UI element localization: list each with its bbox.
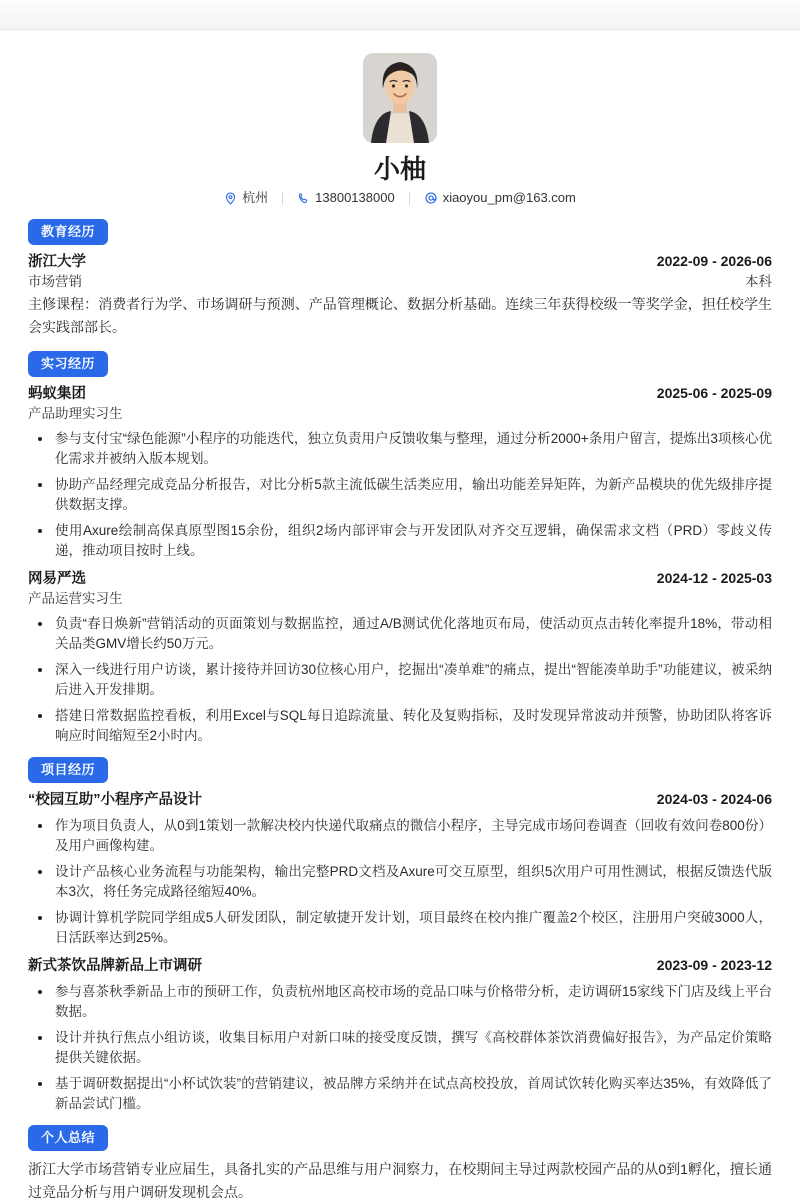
- phone-icon: [297, 192, 310, 205]
- email-text: xiaoyou_pm@163.com: [442, 190, 576, 205]
- email-icon: [424, 191, 438, 205]
- bullet-item: 深入一线进行用户访谈，累计接待并回访30位核心用户，挖掘出“凑单难”的痛点，提出“智能凑单助手”功能建议，被采纳后进入开发排期。: [28, 660, 772, 699]
- bullet-item: 负责“春日焕新”营销活动的页面策划与数据监控，通过A/B测试优化落地页布局，使活动页点击转化率提升18%，带动相关品类GMV增长约50万元。: [28, 614, 772, 653]
- section-badge-education: 教育经历: [28, 219, 108, 245]
- contact-location: [224, 189, 268, 207]
- internship-date: 2025-06 - 2025-09: [656, 385, 772, 401]
- section-internships: [28, 351, 772, 745]
- section-badge-summary: 个人总结: [28, 1125, 108, 1151]
- education-major: 市场营销: [28, 274, 82, 289]
- education-description: 主修课程：消费者行为学、市场调研与预测、产品管理概论、数据分析基础。连续三年获得校级一等奖学金，担任校学生会实践部部长。: [28, 296, 772, 335]
- avatar-illustration: [363, 53, 437, 143]
- company-name: 网易严选: [28, 571, 86, 587]
- project-entry: [28, 790, 772, 947]
- section-education: [28, 219, 772, 339]
- contact-divider: [282, 192, 283, 205]
- section-badge-projects: 项目经历: [28, 757, 108, 783]
- contact-phone: [297, 189, 395, 207]
- internship-date: 2024-12 - 2025-03: [656, 570, 772, 586]
- resume-header: [28, 30, 772, 207]
- internship-entry: [28, 384, 772, 560]
- summary-text: 浙江大学市场营销专业应届生，具备扎实的产品思维与用户洞察力，在校期间主导过两款校园产品的从0到1孵化，擅长通过竞品分析与用户调研发现机会点。: [28, 1161, 772, 1200]
- section-badge-internships: 实习经历: [28, 351, 108, 377]
- education-degree: 本科: [745, 274, 772, 289]
- section-summary: [28, 1125, 772, 1204]
- contact-email: [424, 189, 576, 207]
- phone-text: 13800138000: [315, 190, 395, 205]
- company-name: 蚂蚁集团: [28, 386, 86, 402]
- internship-role: 产品助理实习生: [28, 406, 123, 421]
- bullet-list: [28, 429, 772, 560]
- contact-divider: [409, 192, 410, 205]
- bullet-item: 参与喜茶秋季新品上市的预研工作，负责杭州地区高校市场的竞品口味与价格带分析，走访调研15家线下门店及线上平台数据。: [28, 982, 772, 1021]
- project-date: 2023-09 - 2023-12: [656, 957, 772, 973]
- bullet-item: 作为项目负责人，从0到1策划一款解决校内快递代取痛点的微信小程序，主导完成市场问卷调查（回收有效问卷800份）及用户画像构建。: [28, 816, 772, 855]
- education-date: 2022-09 - 2026-06: [656, 253, 772, 269]
- bullet-list: [28, 614, 772, 745]
- location-icon: [224, 192, 237, 205]
- bullet-list: [28, 816, 772, 947]
- bullet-item: 设计产品核心业务流程与功能架构，输出完整PRD文档及Axure可交互原型，组织5次用户可用性测试，根据反馈迭代版本3次，将任务完成路径缩短40%。: [28, 862, 772, 901]
- section-projects: [28, 757, 772, 1113]
- internship-role: 产品运营实习生: [28, 591, 123, 606]
- page-top-divider: [0, 0, 800, 30]
- school-name: 浙江大学: [28, 254, 86, 270]
- bullet-item: 参与支付宝“绿色能源”小程序的功能迭代，独立负责用户反馈收集与整理，通过分析2000+条用户留言，提炼出3项核心优化需求并被纳入版本规划。: [28, 429, 772, 468]
- bullet-item: 协助产品经理完成竞品分析报告，对比分析5款主流低碳生活类应用，输出功能差异矩阵，为新产品模块的优先级排序提供数据支撑。: [28, 475, 772, 514]
- bullet-item: 搭建日常数据监控看板，利用Excel与SQL每日追踪流量、转化及复购指标，及时发现异常波动并预警，协助团队将客诉响应时间缩短至2小时内。: [28, 706, 772, 745]
- bullet-item: 使用Axure绘制高保真原型图15余份，组织2场内部评审会与开发团队对齐交互逻辑，确保需求文档（PRD）零歧义传递，推动项目按时上线。: [28, 521, 772, 560]
- resume-page: [0, 30, 800, 1204]
- project-entry: [28, 956, 772, 1113]
- profile-photo: [363, 53, 437, 143]
- internship-entry: [28, 569, 772, 745]
- bullet-item: 协调计算机学院同学组成5人研发团队，制定敏捷开发计划，项目最终在校内推广覆盖2个校区，注册用户突破3000人，日活跃率达到25%。: [28, 908, 772, 947]
- location-text: 杭州: [242, 190, 269, 205]
- education-entry: [28, 252, 772, 339]
- contact-row: [28, 189, 772, 207]
- bullet-item: 基于调研数据提出“小杯试饮装”的营销建议，被品牌方采纳并在试点高校投放，首周试饮转化购买率达35%，有效降低了新品尝试门槛。: [28, 1074, 772, 1113]
- project-title: 新式茶饮品牌新品上市调研: [28, 958, 202, 974]
- project-date: 2024-03 - 2024-06: [656, 791, 772, 807]
- candidate-name: 小柚: [373, 154, 426, 184]
- bullet-item: 设计并执行焦点小组访谈，收集目标用户对新口味的接受度反馈，撰写《高校群体茶饮消费偏好报告》，为产品定价策略提供关键依据。: [28, 1028, 772, 1067]
- project-title: “校园互助”小程序产品设计: [28, 792, 202, 808]
- bullet-list: [28, 982, 772, 1113]
